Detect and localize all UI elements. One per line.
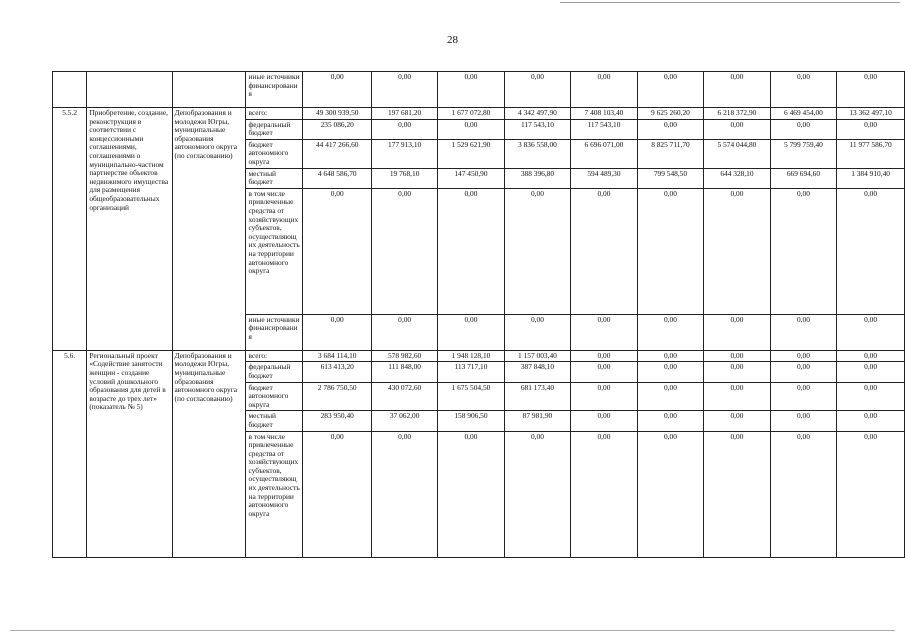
funding-source-label: местный бюджет [246,168,303,188]
item-name-cell [87,72,172,108]
amount-cell: 0,00 [770,350,837,362]
amount-cell: 0,00 [372,188,438,314]
amount-cell: 0,00 [571,188,638,314]
amount-cell: 0,00 [637,188,704,314]
amount-cell: 0,00 [571,411,638,431]
amount-cell: 0,00 [372,119,438,139]
amount-cell: 0,00 [637,72,704,108]
amount-cell: 5 574 044,80 [704,139,771,168]
funding-source-label: федеральный бюджет [246,119,303,139]
amount-cell: 49 300 939,50 [303,108,372,120]
page-number: 28 [447,34,458,46]
amount-cell: 9 625 260,20 [637,108,704,120]
amount-cell: 4 648 586,70 [303,168,372,188]
item-code: 5.6. [53,350,87,557]
amount-cell: 1 677 072,80 [438,108,505,120]
funding-source-label: бюджет автономного округа [246,139,303,168]
funding-source-label: местный бюджет [246,411,303,431]
amount-cell: 0,00 [637,314,704,350]
amount-cell: 594 489,30 [571,168,638,188]
amount-cell: 388 396,80 [504,168,571,188]
amount-cell: 613 413,20 [303,362,372,382]
item-executor: Депобразования и молодежи Югры, муниципальные образования автономного округа (по согласованию) [172,350,246,557]
amount-cell: 0,00 [837,314,905,350]
amount-cell: 0,00 [837,382,905,411]
amount-cell: 7 408 103,40 [571,108,638,120]
amount-cell: 0,00 [704,119,771,139]
amount-cell: 0,00 [504,188,571,314]
item-code: 5.5.2 [53,108,87,351]
budget-table [52,71,905,558]
amount-cell: 2 786 750,50 [303,382,372,411]
amount-cell: 0,00 [770,314,837,350]
amount-cell: 0,00 [837,188,905,314]
amount-cell: 0,00 [571,362,638,382]
amount-cell: 0,00 [704,72,771,108]
amount-cell: 0,00 [571,314,638,350]
amount-cell: 799 548,50 [637,168,704,188]
amount-cell: 0,00 [837,411,905,431]
executor-cell [172,72,246,108]
amount-cell: 0,00 [704,382,771,411]
amount-cell: 44 417 266,60 [303,139,372,168]
amount-cell: 111 848,00 [372,362,438,382]
scan-artifact-line [10,630,895,631]
amount-cell: 0,00 [637,431,704,557]
amount-cell: 0,00 [303,72,372,108]
amount-cell: 4 342 497,90 [504,108,571,120]
amount-cell: 0,00 [837,72,905,108]
amount-cell: 0,00 [770,431,837,557]
amount-cell: 235 086,20 [303,119,372,139]
amount-cell: 0,00 [770,382,837,411]
item-executor: Депобразования и молодежи Югры, муниципальные образования автономного округа (по согласованию) [172,108,246,351]
amount-cell: 0,00 [837,119,905,139]
amount-cell: 0,00 [372,431,438,557]
amount-cell: 0,00 [372,314,438,350]
amount-cell: 6 218 372,90 [704,108,771,120]
amount-cell: 0,00 [770,119,837,139]
amount-cell: 117 543,10 [571,119,638,139]
amount-cell: 5 799 759,40 [770,139,837,168]
amount-cell: 197 681,20 [372,108,438,120]
amount-cell: 113 717,10 [438,362,505,382]
table-row [53,72,905,108]
amount-cell: 0,00 [637,119,704,139]
amount-cell: 0,00 [504,314,571,350]
amount-cell: 669 694,60 [770,168,837,188]
amount-cell: 1 948 128,10 [438,350,505,362]
item-code-cell [53,72,87,108]
amount-cell: 644 328,10 [704,168,771,188]
amount-cell: 0,00 [303,188,372,314]
amount-cell: 0,00 [504,72,571,108]
amount-cell: 1 529 621,90 [438,139,505,168]
amount-cell: 0,00 [704,411,771,431]
amount-cell: 0,00 [637,411,704,431]
item-name: Региональный проект «Содействие занятости женщин - создание условий дошкольного образования для детей в возрасте до трех лет» (показатель № 5) [87,350,172,557]
funding-source-label: в том числе привлеченные средства от хозяйствующих субъектов, осуществляющих деятельность на территории автономного округа [246,431,303,557]
amount-cell: 13 362 497,10 [837,108,905,120]
amount-cell: 1 675 504,50 [438,382,505,411]
amount-cell: 0,00 [704,314,771,350]
funding-source-label: бюджет автономного округа [246,382,303,411]
amount-cell: 0,00 [637,362,704,382]
amount-cell: 0,00 [438,72,505,108]
amount-cell: 6 696 071,00 [571,139,638,168]
amount-cell: 0,00 [704,362,771,382]
amount-cell: 0,00 [837,431,905,557]
amount-cell: 0,00 [770,72,837,108]
amount-cell: 0,00 [704,188,771,314]
amount-cell: 37 062,00 [372,411,438,431]
amount-cell: 0,00 [438,431,505,557]
table-row [53,108,905,120]
amount-cell: 0,00 [438,314,505,350]
amount-cell: 0,00 [571,350,638,362]
funding-source-label: в том числе привлеченные средства от хозяйствующих субъектов, осуществляющих деятельность на территории автономного округа [246,188,303,314]
amount-cell: 1 384 910,40 [837,168,905,188]
amount-cell: 0,00 [571,72,638,108]
amount-cell: 0,00 [704,431,771,557]
amount-cell: 0,00 [837,362,905,382]
funding-source-label: федеральный бюджет [246,362,303,382]
amount-cell: 0,00 [303,431,372,557]
amount-cell: 0,00 [637,350,704,362]
item-name: Приобретение, создание, реконструкция в соответствии с концессионными соглашениями, соглашениями о муниципально-частном партнерстве объектов недвижимого имущества для размещения общеобразовательных организаций [87,108,172,351]
amount-cell: 0,00 [438,119,505,139]
funding-source-label: всего: [246,350,303,362]
funding-source-label: иные источники финансирования [246,72,303,108]
amount-cell: 0,00 [571,382,638,411]
amount-cell: 87 981,90 [504,411,571,431]
amount-cell: 0,00 [770,411,837,431]
amount-cell: 0,00 [704,350,771,362]
amount-cell: 0,00 [770,362,837,382]
amount-cell: 387 848,10 [504,362,571,382]
amount-cell: 283 950,40 [303,411,372,431]
amount-cell: 117 543,10 [504,119,571,139]
amount-cell: 0,00 [303,314,372,350]
amount-cell: 0,00 [372,72,438,108]
amount-cell: 0,00 [770,188,837,314]
amount-cell: 158 906,50 [438,411,505,431]
amount-cell: 8 825 711,70 [637,139,704,168]
amount-cell: 681 173,40 [504,382,571,411]
amount-cell: 0,00 [837,350,905,362]
amount-cell: 1 157 003,40 [504,350,571,362]
amount-cell: 3 684 114,10 [303,350,372,362]
amount-cell: 0,00 [504,431,571,557]
table-row [53,350,905,362]
amount-cell: 578 982,60 [372,350,438,362]
amount-cell: 177 913,10 [372,139,438,168]
amount-cell: 6 469 454,00 [770,108,837,120]
funding-source-label: иные источники финансирования [246,314,303,350]
amount-cell: 19 768,10 [372,168,438,188]
amount-cell: 0,00 [571,431,638,557]
funding-source-label: всего: [246,108,303,120]
amount-cell: 0,00 [438,188,505,314]
scan-artifact-line [560,2,900,3]
amount-cell: 0,00 [637,382,704,411]
amount-cell: 3 836 558,00 [504,139,571,168]
amount-cell: 11 977 586,70 [837,139,905,168]
amount-cell: 147 450,90 [438,168,505,188]
amount-cell: 430 072,60 [372,382,438,411]
